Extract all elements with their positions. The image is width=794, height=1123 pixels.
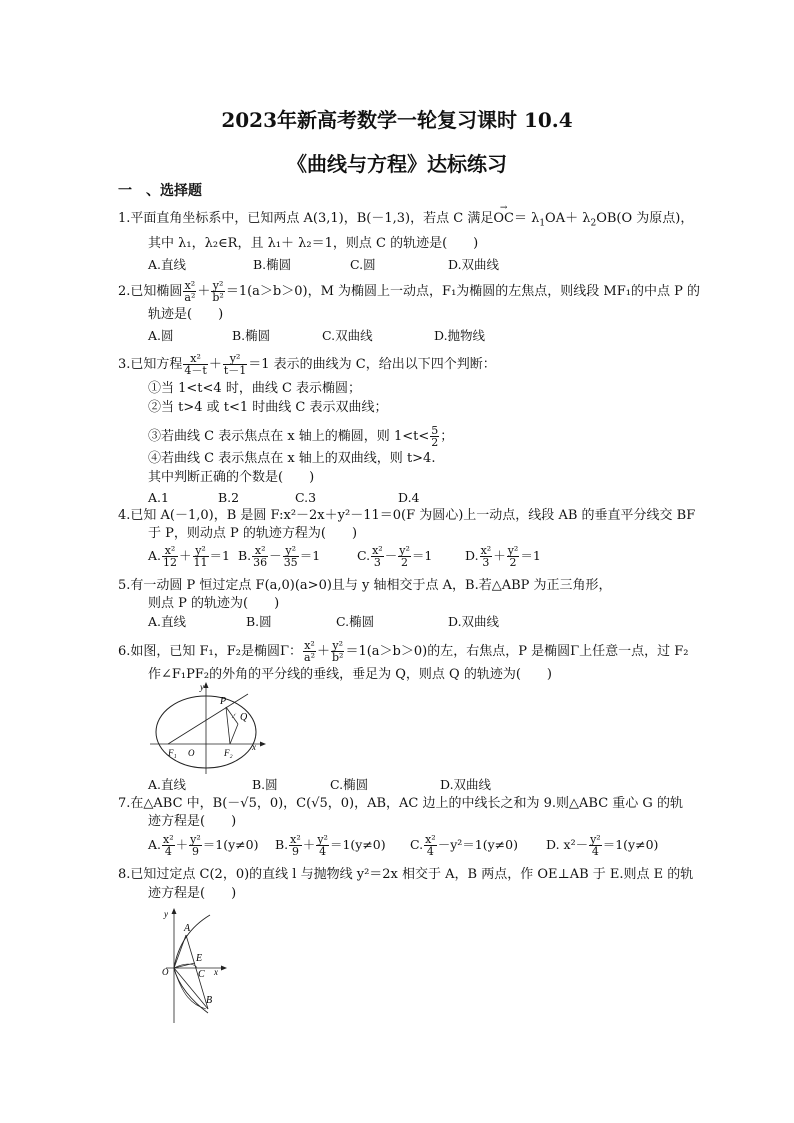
- q7-option-d: D. x²－ $\frac{\text{y²}}{4}$ ＝1(y≠0): [546, 833, 659, 858]
- fig6-label-f1: F₁: [168, 748, 177, 758]
- q1-option-d: D.双曲线: [448, 257, 500, 272]
- q7-line2: 迹方程是( ): [148, 814, 237, 829]
- q3-judgement-1: ①当 1<t<4 时，曲线 C 表示椭圆；: [148, 381, 362, 396]
- q3-option-c: C.3: [295, 490, 317, 505]
- q4-option-a: A. $\frac{\text{x²}}{12}$ ＋ $\frac{\text{y²}}{11}$ ＝1: [148, 544, 230, 569]
- q2-option-b: B.椭圆: [232, 328, 271, 343]
- q6-option-d: D.双曲线: [440, 777, 492, 792]
- q5-line1: 5.有一动圆 P 恒过定点 F(a,0)(a>0)且与 y 轴相交于点 A，B.若△ABP 为正三角形，: [118, 578, 612, 593]
- q3-prompt: 其中判断正确的个数是( ): [148, 470, 315, 485]
- q8-line1: 8.已知过定点 C(2，0)的直线 l 与抛物线 y²＝2x 相交于 A，B 两点，作 OE⊥AB 于 E.则点 E 的轨: [118, 867, 694, 882]
- q1-line2: 其中 λ₁，λ₂∈R，且 λ₁＋ λ₂＝1，则点 C 的轨迹是( ): [148, 236, 479, 251]
- section-heading: 一 、选择题: [118, 183, 202, 199]
- q1-option-b: B.椭圆: [253, 257, 292, 272]
- q7-option-b: B. $\frac{\text{x²}}{9}$ ＋ $\frac{\text{y²}}{4}$ ＝1(y≠0): [275, 833, 386, 858]
- q3-option-b: B.2: [218, 490, 240, 505]
- fig6-label-p: P: [220, 696, 227, 707]
- q2-option-c: C.双曲线: [322, 328, 373, 343]
- q8-parabola-figure: [148, 905, 238, 1025]
- q6-option-b: B.圆: [252, 777, 278, 792]
- q3-judgement-2: ②当 t>4 或 t<1 时曲线 C 表示双曲线；: [148, 400, 388, 415]
- q5-option-c: C.椭圆: [336, 614, 375, 629]
- vector-oc: → OC: [493, 211, 514, 227]
- q6-option-a: A.直线: [148, 777, 187, 792]
- q4-option-d: D. $\frac{\text{x²}}{3}$ ＋ $\frac{\text{y²}}{2}$ ＝1: [465, 544, 541, 569]
- q3-judgement-4: ④若曲线 C 表示焦点在 x 轴上的双曲线，则 t>4.: [148, 451, 436, 466]
- q7-option-c: C. $\frac{\text{x²}}{4}$ －y²＝1(y≠0): [410, 833, 518, 858]
- q6-ellipse-figure: [148, 680, 273, 776]
- q5-option-d: D.双曲线: [448, 614, 500, 629]
- q1-option-c: C.圆: [350, 257, 376, 272]
- fig8-label-x: x: [214, 967, 218, 977]
- q7-option-a: A. $\frac{\text{x²}}{4}$ ＋ $\frac{\text{y²}}{9}$ ＝1(y≠0): [148, 833, 259, 858]
- q3-judgement-3: ③若曲线 C 表示焦点在 x 轴上的椭圆，则 1<t< $\frac{5}{2}$ ；: [148, 424, 454, 449]
- fig8-label-b: B: [206, 995, 213, 1006]
- q3-option-a: A.1: [148, 490, 169, 505]
- q2-option-d: D.抛物线: [434, 328, 486, 343]
- fig8-label-o: O: [162, 967, 169, 977]
- q1-option-a: A.直线: [148, 257, 187, 272]
- fig6-label-q: Q: [240, 712, 248, 723]
- q2-option-a: A.圆: [148, 328, 174, 343]
- q4-option-b: B. $\frac{\text{x²}}{36}$ － $\frac{\text{y²}}{35}$ ＝1: [238, 544, 321, 569]
- q3-option-d: D.4: [398, 490, 420, 505]
- document-subtitle: 《曲线与方程》达标练习: [287, 152, 507, 176]
- q6-line1: 6.如图，已知 F₁，F₂是椭圆Γ： $\frac{\text{x²}}{\text{a²}}$ ＋ $\frac{\text{y²}}{\text{b²}}$ ＝1(a＞b＞0)的左，右焦点，P 是椭圆Γ上任意一点，过 F₂: [118, 639, 689, 664]
- fig6-label-y: y: [200, 682, 204, 692]
- q2-line1: 2.已知椭圆 $\frac{\text{x²}}{\text{a²}}$ ＋ $\frac{\text{y²}}{\text{b²}}$ ＝1(a＞b＞0)，M 为椭圆上一动点，F₁为椭圆的左焦点，则线段 MF₁的中点 P 的: [118, 279, 700, 304]
- fig6-label-f2: F₂: [224, 748, 233, 758]
- fig6-label-o: O: [188, 748, 195, 758]
- q6-option-c: C.椭圆: [330, 777, 369, 792]
- q2-line2: 轨迹是( ): [148, 307, 224, 322]
- q8-line2: 迹方程是( ): [148, 886, 237, 901]
- q5-option-b: B.圆: [246, 614, 272, 629]
- q5-option-a: A.直线: [148, 614, 187, 629]
- q4-line1: 4.已知 A(－1,0)，B 是圆 F:x²－2x＋y²－11＝0(F 为圆心)上一动点，线段 AB 的垂直平分线交 BF: [118, 508, 696, 523]
- fig8-label-c: C: [198, 969, 205, 980]
- document-title: 2023年新高考数学一轮复习课时 10.4: [221, 108, 573, 132]
- fig6-label-x: x: [252, 742, 256, 752]
- fig8-label-y: y: [164, 909, 168, 919]
- q7-line1: 7.在△ABC 中，B(－√5，0)，C(√5，0)，AB，AC 边上的中线长之和为 9.则△ABC 重心 G 的轨: [118, 796, 683, 811]
- q4-option-c: C. $\frac{\text{x²}}{3}$ － $\frac{\text{y²}}{2}$ ＝1: [357, 544, 433, 569]
- q4-line2: 于 P，则动点 P 的轨迹方程为( ): [148, 526, 358, 541]
- q1-line1: 1.平面直角坐标系中，已知两点 A(3,1)，B(－1,3)，若点 C 满足→ $OC= \lambda_1OA+ \lambda_2OB(O$ 为原点)，: [118, 211, 693, 232]
- q6-line2: 作∠F₁PF₂的外角的平分线的垂线，垂足为 Q，则点 Q 的轨迹为( ): [148, 667, 552, 682]
- q3-line1: 3.已知方程 $\frac{\text{x²}}{4-t}$ ＋ $\frac{\text{y²}}{t-1}$ ＝1 表示的曲线为 C，给出以下四个判断：: [118, 352, 496, 377]
- q5-line2: 则点 P 的轨迹为( ): [148, 596, 280, 611]
- fig8-label-a: A: [184, 923, 191, 934]
- fig8-label-e: E: [196, 953, 203, 964]
